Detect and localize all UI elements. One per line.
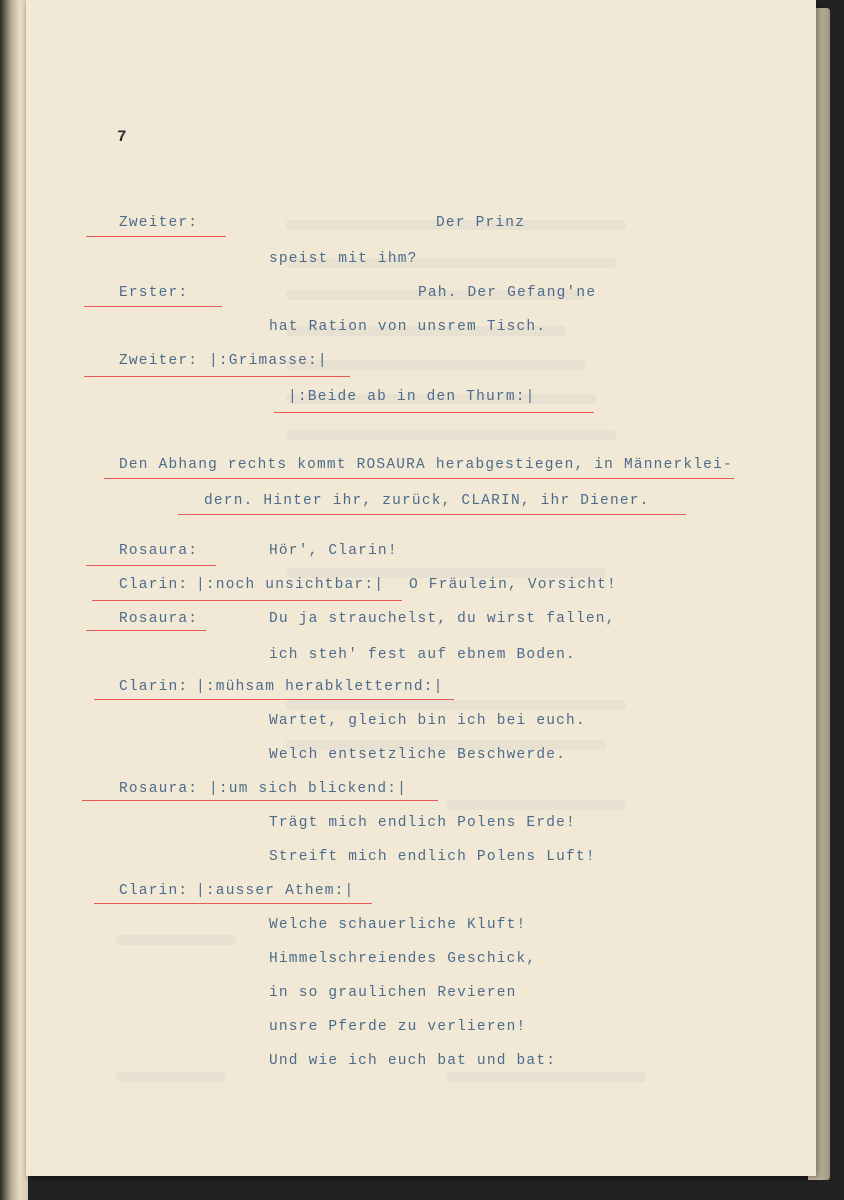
verse-line: Du ja strauchelst, du wirst fallen,: [269, 611, 616, 627]
speaker-label: Clarin:: [119, 883, 189, 899]
red-underline: [104, 478, 734, 479]
verse-line: Hör', Clarin!: [269, 543, 398, 559]
verse-line: O Fräulein, Vorsicht!: [409, 577, 617, 593]
red-underline: [86, 236, 226, 237]
speaker-label: Rosaura:: [119, 543, 199, 559]
red-underline: [92, 600, 402, 601]
red-underline: [84, 376, 350, 377]
verse-line: Und wie ich euch bat und bat:: [269, 1053, 557, 1069]
typescript-page: [26, 0, 816, 1176]
stage-direction: |:noch unsichtbar:|: [196, 577, 385, 593]
verse-line: Welch entsetzliche Beschwerde.: [269, 747, 567, 763]
speaker-label: Rosaura:: [119, 781, 199, 797]
stage-direction: |:Grimasse:|: [209, 353, 328, 369]
stage-direction: |:um sich blickend:|: [209, 781, 408, 797]
stage-direction: dern. Hinter ihr, zurück, CLARIN, ihr Diener.: [204, 493, 650, 509]
verse-line: in so graulichen Revieren: [269, 985, 517, 1001]
page-number: 7: [117, 128, 128, 146]
red-underline: [82, 800, 438, 801]
verse-line: Wartet, gleich bin ich bei euch.: [269, 713, 586, 729]
speaker-label: Zweiter:: [119, 353, 199, 369]
red-underline: [178, 514, 686, 515]
stage-direction: |:mühsam herabkletternd:|: [196, 679, 444, 695]
red-underline: [94, 903, 372, 904]
red-underline: [84, 306, 222, 307]
verse-line: Der Prinz: [436, 215, 526, 231]
book-left-page-edge: [0, 0, 28, 1200]
red-underline: [94, 699, 454, 700]
verse-line: hat Ration von unsrem Tisch.: [269, 319, 547, 335]
red-underline: [86, 565, 216, 566]
verse-line: ich steh' fest auf ebnem Boden.: [269, 647, 576, 663]
verse-line: Pah. Der Gefang'ne: [418, 285, 597, 301]
verse-line: speist mit ihm?: [269, 251, 418, 267]
verse-line: unsre Pferde zu verlieren!: [269, 1019, 527, 1035]
red-underline: [274, 412, 594, 413]
verse-line: Himmelschreiendes Geschick,: [269, 951, 537, 967]
verse-line: Welche schauerliche Kluft!: [269, 917, 527, 933]
speaker-label: Zweiter:: [119, 215, 199, 231]
stage-direction: Den Abhang rechts kommt ROSAURA herabgestiegen, in Männerklei-: [119, 457, 733, 473]
speaker-label: Erster:: [119, 285, 189, 301]
speaker-label: Rosaura:: [119, 611, 199, 627]
stage-direction: |:ausser Athem:|: [196, 883, 355, 899]
speaker-label: Clarin:: [119, 577, 189, 593]
verse-line: Streift mich endlich Polens Luft!: [269, 849, 596, 865]
red-underline: [86, 630, 206, 631]
verse-line: Trägt mich endlich Polens Erde!: [269, 815, 576, 831]
stage-direction: |:Beide ab in den Thurm:|: [288, 389, 536, 405]
speaker-label: Clarin:: [119, 679, 189, 695]
